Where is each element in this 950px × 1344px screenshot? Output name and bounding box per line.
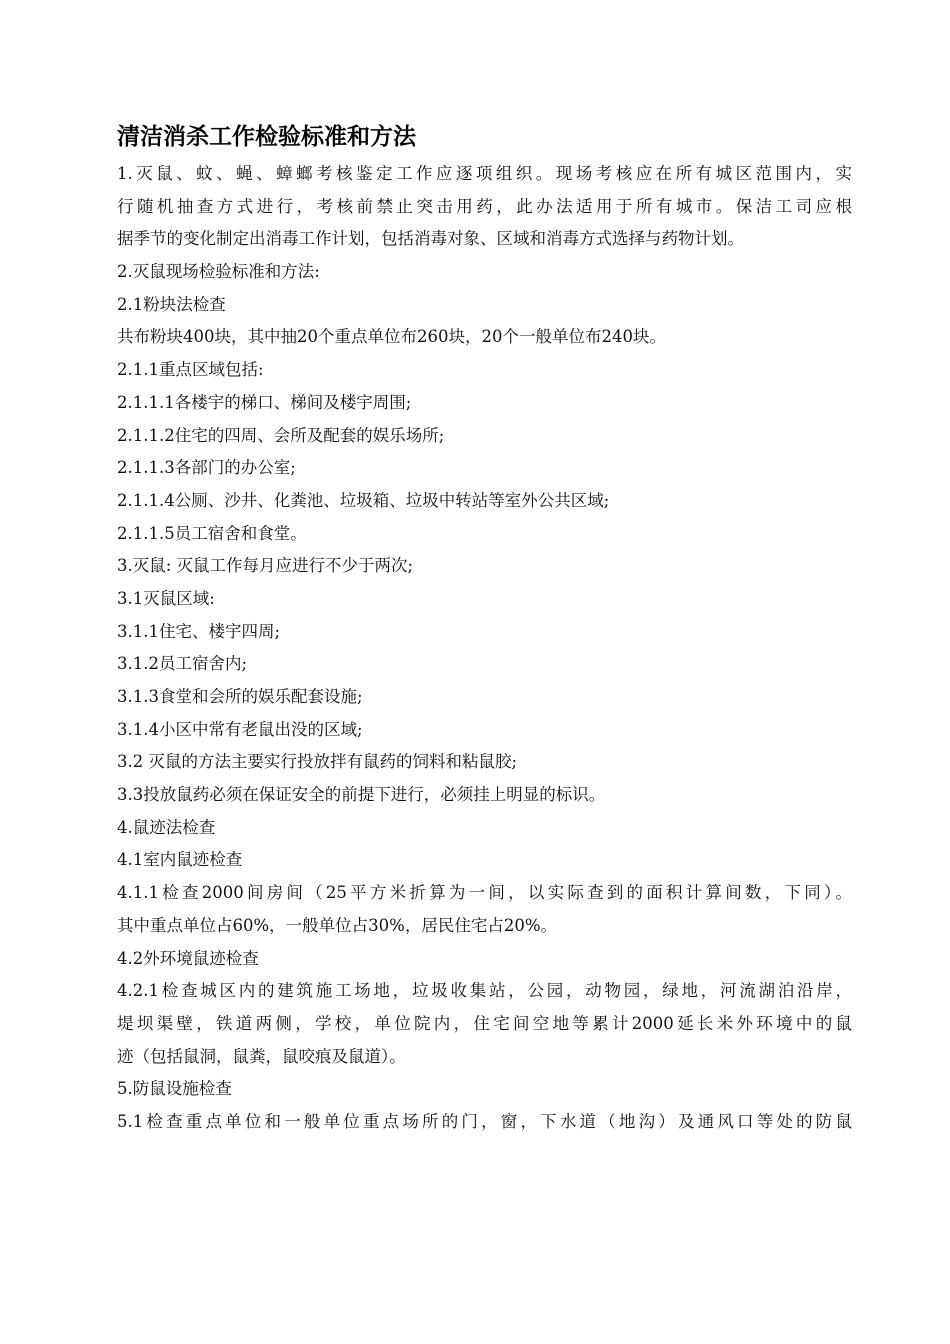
section-heading: 2.1.1重点区域包括: (117, 360, 264, 380)
paragraph-line: 4.2.1检查城区内的建筑施工场地，垃圾收集站，公园，动物园，绿地，河流湖泊沿岸， (117, 981, 852, 1001)
section-heading: 3.1灭鼠区域: (117, 588, 215, 608)
list-item: 2.1.1.5员工宿舍和食堂。 (117, 523, 307, 543)
list-item: 3.1.1住宅、楼宇四周; (117, 621, 281, 641)
paragraph-line: 堤坝渠壁，铁道两侧，学校，单位院内，住宅间空地等累计2000延长米外环境中的鼠 (117, 1013, 852, 1033)
section-heading: 2.1粉块法检查 (117, 294, 226, 314)
list-item: 3.3投放鼠药必须在保证安全的前提下进行，必须挂上明显的标识。 (117, 785, 606, 805)
paragraph-line: 据季节的变化制定出消毒工作计划，包括消毒对象、区域和消毒方式选择与药物计划。 (117, 229, 744, 249)
paragraph-line: 其中重点单位占60%，一般单位占30%，居民住宅占20%。 (117, 915, 558, 935)
document-title: 清洁消杀工作检验标准和方法 (117, 124, 416, 150)
list-item: 3.2 灭鼠的方法主要实行投放拌有鼠药的饲料和粘鼠胶; (117, 752, 518, 772)
section-heading: 4.鼠迹法检查 (117, 817, 216, 837)
paragraph-line: 行随机抽查方式进行，考核前禁止突击用药，此办法适用于所有城市。保洁工司应根 (117, 196, 852, 216)
section-heading: 2.灭鼠现场检验标准和方法: (117, 262, 320, 282)
paragraph-line: 5.1检查重点单位和一般单位重点场所的门，窗，下水道（地沟）及通风口等处的防鼠 (117, 1111, 852, 1131)
paragraph-line: 迹（包括鼠洞，鼠粪，鼠咬痕及鼠道）。 (117, 1046, 406, 1066)
list-item: 3.1.3食堂和会所的娱乐配套设施; (117, 687, 363, 706)
paragraph-line: 共布粉块400块，其中抽20个重点单位布260块，20个一般单位布240块。 (117, 327, 666, 347)
list-item: 2.1.1.4公厕、沙井、化粪池、垃圾箱、垃圾中转站等室外公共区域; (117, 490, 610, 510)
section-heading: 5.防鼠设施检查 (117, 1079, 232, 1099)
list-item: 3.1.2员工宿舍内; (117, 654, 248, 674)
list-item: 3.1.4小区中常有老鼠出没的区域; (117, 719, 363, 739)
section-heading: 4.2外环境鼠迹检查 (117, 948, 259, 968)
list-item: 2.1.1.3各部门的办公室; (117, 458, 296, 478)
section-heading: 3.灭鼠: 灭鼠工作每月应进行不少于两次; (117, 556, 414, 576)
section-heading: 4.1室内鼠迹检查 (117, 850, 243, 870)
paragraph-line: 4.1.1检查2000间房间（25平方米折算为一间，以实际查到的面积计算间数，下同）。 (117, 883, 852, 903)
list-item: 2.1.1.1各楼宇的梯口、梯间及楼宇周围; (117, 392, 412, 412)
document-body (117, 158, 852, 1139)
paragraph-line: 1.灭鼠、蚊、蝇、蟑螂考核鉴定工作应逐项组织。现场考核应在所有城区范围内，实 (117, 164, 852, 183)
list-item: 2.1.1.2住宅的四周、会所及配套的娱乐场所; (117, 425, 445, 445)
